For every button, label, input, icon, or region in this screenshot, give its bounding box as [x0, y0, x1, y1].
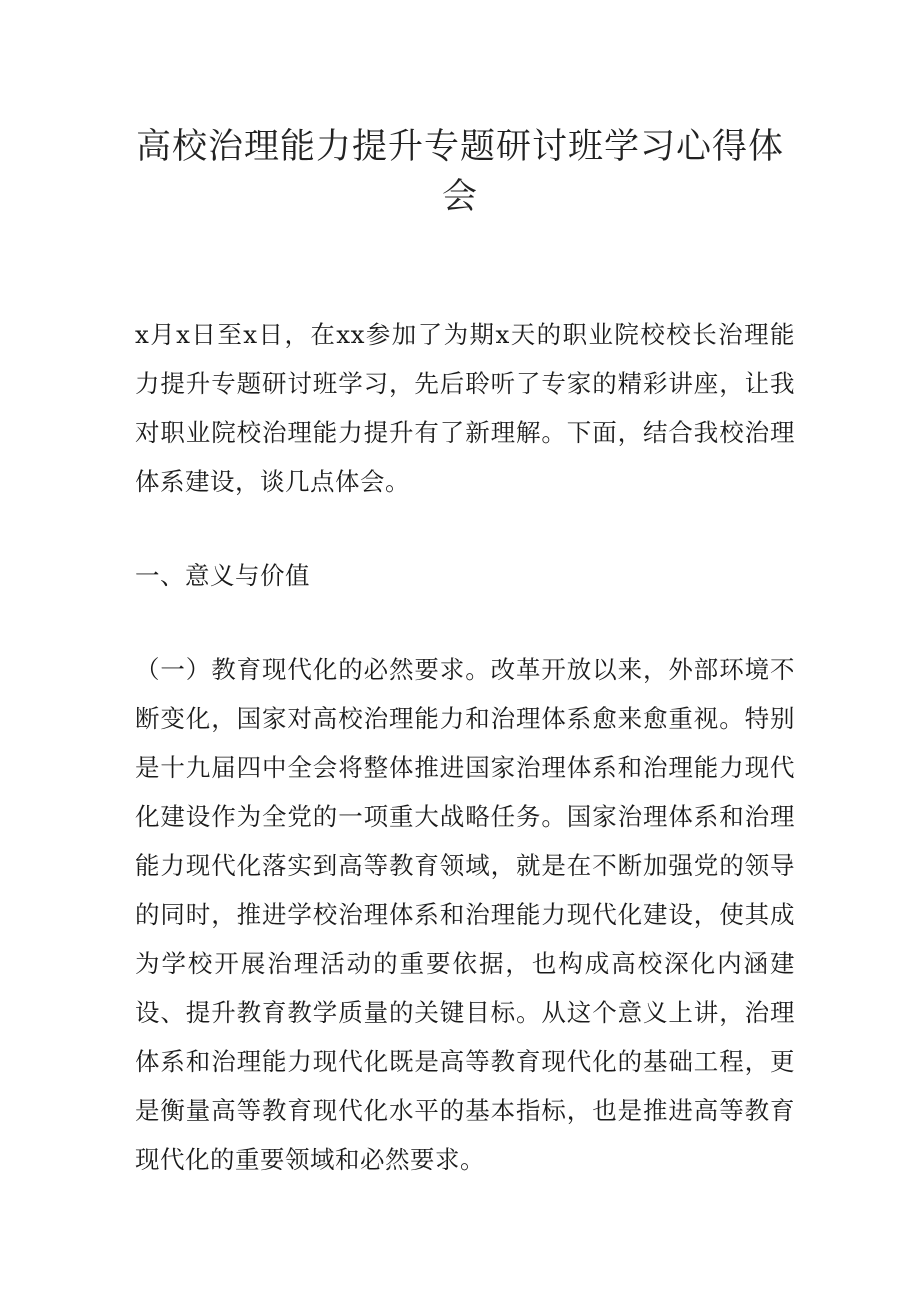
body-paragraph-1: （一）教育现代化的必然要求。改革开放以来，外部环境不断变化，国家对高校治理能力和治理体系愈来愈重视。特别是十九届四中全会将整体推进国家治理体系和治理能力现代化建设作为全党的一项重大战略任务。国家治理体系和治理能力现代化落实到高等教育领域，就是在不断加强党的领导的同时，推进学校治理体系和治理能力现代化建设，使其成为学校开展治理活动的重要依据，也构成高校深化内涵建设、提升教育教学质量的关键目标。从这个意义上讲，治理体系和治理能力现代化既是高等教育现代化的基础工程，更是衡量高等教育现代化水平的基本指标，也是推进高等教育现代化的重要领域和必然要求。	[135, 655, 795, 1174]
document-title: 高校治理能力提升专题研讨班学习心得体会	[135, 127, 784, 217]
intro-paragraph: x月x日至x日，在xx参加了为期x天的职业院校校长治理能力提升专题研讨班学习，先后聆听了专家的精彩讲座，让我对职业院校治理能力提升有了新理解。下面，结合我校治理体系建设，谈几点体会。	[135, 320, 795, 496]
section-heading: 一、意义与价值	[135, 561, 310, 590]
